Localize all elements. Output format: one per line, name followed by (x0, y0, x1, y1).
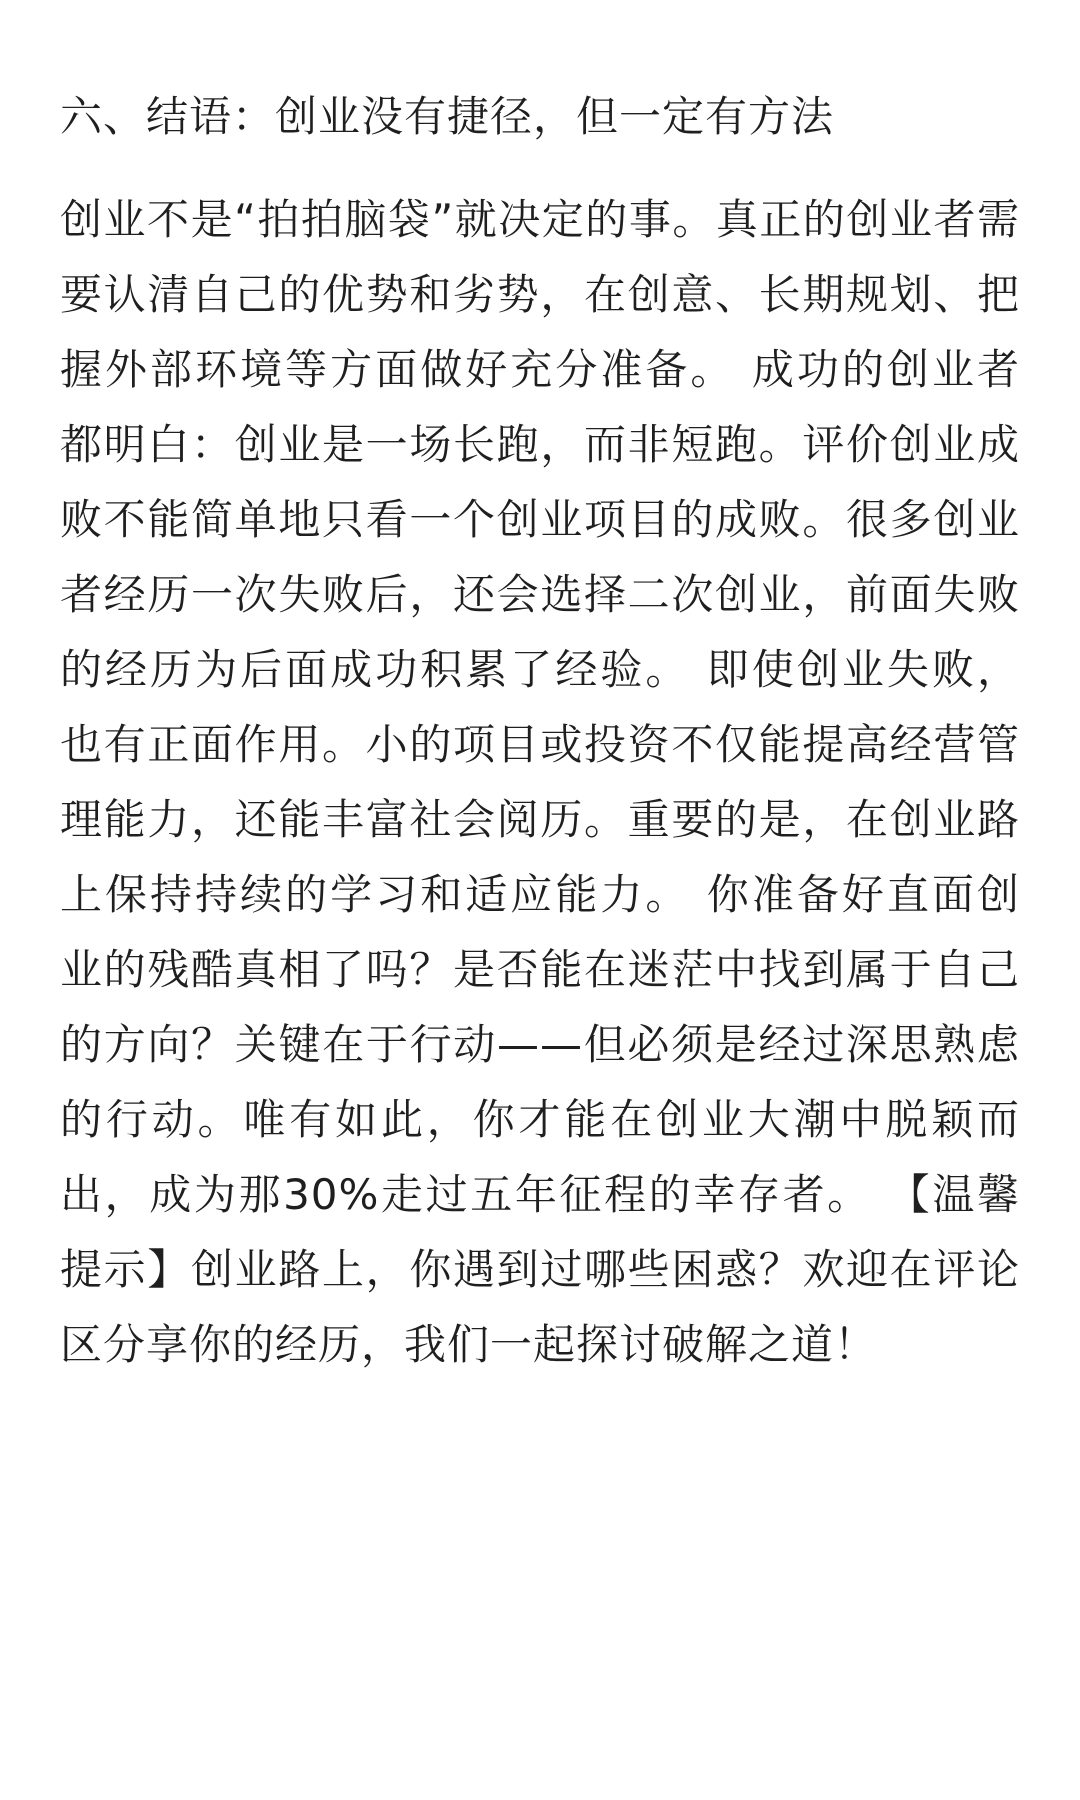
article (60, 85, 1020, 1382)
article-body-paragraph: 创业不是“拍拍脑袋”就决定的事。真正的创业者需要认清自己的优势和劣势，在创意、长期规划、把握外部环境等方面做好充分准备。 成功的创业者都明白：创业是一场长跑，而非短跑。评价创业成败不能简单地只看一个创业项目的成败。很多创业者经历一次失败后，还会选择二次创业，前面失败的经历为后面成功积累了经验。 即使创业失败，也有正面作用。小的项目或投资不仅能提高经营管理能力，还能丰富社会阅历。重要的是，在创业路上保持持续的学习和适应能力。 你准备好直面创业的残酷真相了吗？是否能在迷茫中找到属于自己的方向？关键在于行动——但必须是经过深思熟虑的行动。唯有如此，你才能在创业大潮中脱颖而出，成为那30%走过五年征程的幸存者。 【温馨提示】创业路上，你遇到过哪些困惑？欢迎在评论区分享你的经历，我们一起探讨破解之道！ (60, 195, 1020, 1369)
section-heading: 六、结语：创业没有捷径，但一定有方法 (60, 92, 835, 141)
